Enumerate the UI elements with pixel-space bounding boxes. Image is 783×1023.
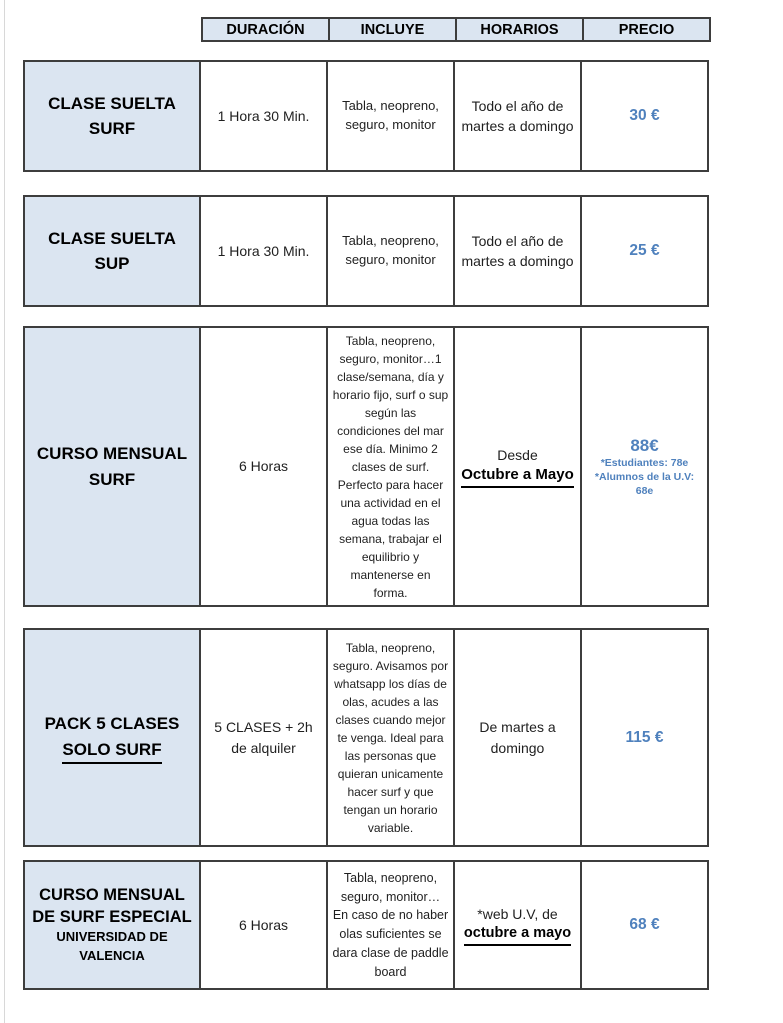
table-row-curso-mensual-surf <box>23 326 717 607</box>
schedule-cell <box>453 60 582 172</box>
schedule-intro: *web U.V, de <box>477 905 558 922</box>
includes-cell <box>326 628 455 847</box>
duration-cell <box>199 195 328 307</box>
schedule-text: Todo el año de martes a domingo <box>461 97 574 134</box>
course-name-emphasis: SOLO SURF <box>62 737 161 765</box>
schedule-cell <box>453 326 582 607</box>
schedule-text: Todo el año de martes a domingo <box>461 232 574 269</box>
page-edge-line <box>4 0 5 1023</box>
duration-text: 5 CLASES + 2h de alquiler <box>214 719 313 756</box>
price-text: 68 € <box>629 916 660 934</box>
table-row-curso-universidad-valencia <box>23 860 717 990</box>
schedule-cell <box>453 860 582 990</box>
price-cell <box>580 860 709 990</box>
includes-text: Tabla, neopreno, seguro, monitor <box>342 98 439 132</box>
price-cell <box>580 60 709 172</box>
course-name-subtitle: UNIVERSIDAD DE VALENCIA <box>56 929 168 964</box>
course-name-cell <box>23 628 201 847</box>
includes-text: Tabla, neopreno, seguro, monitor…1 clase/semana, día y horario fijo, surf o sup según las condiciones del mar ese día. Minimo 2 clases de surf. Perfecto para hacer una actividad en el agua todas las semana, trabajar el equilibrio y mantenerse en forma. <box>332 333 449 600</box>
table-row-clase-suelta-surf <box>23 60 717 172</box>
price-cell <box>580 195 709 307</box>
header-precio <box>582 17 711 42</box>
price-text: 115 € <box>625 728 664 746</box>
includes-text: Tabla, neopreno, seguro, monitor… En caso de no haber olas suficientes se dara clase de paddle board <box>332 870 449 979</box>
includes-cell <box>326 60 455 172</box>
header-precio-label: PRECIO <box>618 21 675 38</box>
header-horarios-label: HORARIOS <box>480 21 559 38</box>
course-name: PACK 5 CLASES <box>44 714 180 733</box>
includes-text: Tabla, neopreno, seguro. Avisamos por whatsapp los días de olas, acudes a las clases cuando mejor te venga. Ideal para las personas que quieran unicamente hacer surf y que tengan un horario variable. <box>332 640 449 835</box>
duration-cell <box>199 860 328 990</box>
includes-cell <box>326 860 455 990</box>
header-duracion-label: DURACIÓN <box>226 21 305 38</box>
price-text: 25 € <box>629 242 660 260</box>
duration-text: 6 Horas <box>238 916 289 933</box>
includes-cell <box>326 195 455 307</box>
duration-text: 1 Hora 30 Min. <box>217 242 310 259</box>
course-name: CURSO MENSUAL DE SURF ESPECIAL <box>32 885 192 927</box>
table-row-pack-5-clases <box>23 628 717 847</box>
schedule-intro: Desde <box>497 447 538 464</box>
includes-text: Tabla, neopreno, seguro, monitor <box>342 233 439 267</box>
header-horarios <box>455 17 584 42</box>
price-cell <box>580 326 709 607</box>
price-cell <box>580 628 709 847</box>
course-name-cell <box>23 60 201 172</box>
schedule-cell <box>453 195 582 307</box>
table-row-clase-suelta-sup <box>23 195 717 307</box>
table-header-row <box>201 17 717 42</box>
header-incluye <box>328 17 457 42</box>
duration-cell <box>199 326 328 607</box>
course-name: CURSO MENSUAL SURF <box>36 444 188 489</box>
schedule-emphasis: Octubre a Mayo <box>461 465 574 488</box>
header-duracion <box>201 17 330 42</box>
includes-cell <box>326 326 455 607</box>
duration-cell <box>199 628 328 847</box>
schedule-text: De martes a domingo <box>479 719 556 756</box>
price-note-uv-alumni: *Alumnos de la U.V: 68e <box>594 471 695 498</box>
duration-text: 1 Hora 30 Min. <box>217 107 310 124</box>
schedule-cell <box>453 628 582 847</box>
price-text: 30 € <box>629 107 660 125</box>
schedule-emphasis: octubre a mayo <box>464 924 571 946</box>
duration-cell <box>199 60 328 172</box>
course-name-cell <box>23 860 201 990</box>
course-name-cell <box>23 326 201 607</box>
header-incluye-label: INCLUYE <box>360 21 425 38</box>
course-name: CLASE SUELTA SURF <box>48 93 176 138</box>
course-name: CLASE SUELTA SUP <box>48 228 176 273</box>
course-name-cell <box>23 195 201 307</box>
price-text: 88€ <box>630 435 659 455</box>
duration-text: 6 Horas <box>238 458 289 475</box>
price-note-students: *Estudiantes: 78e <box>600 456 689 469</box>
